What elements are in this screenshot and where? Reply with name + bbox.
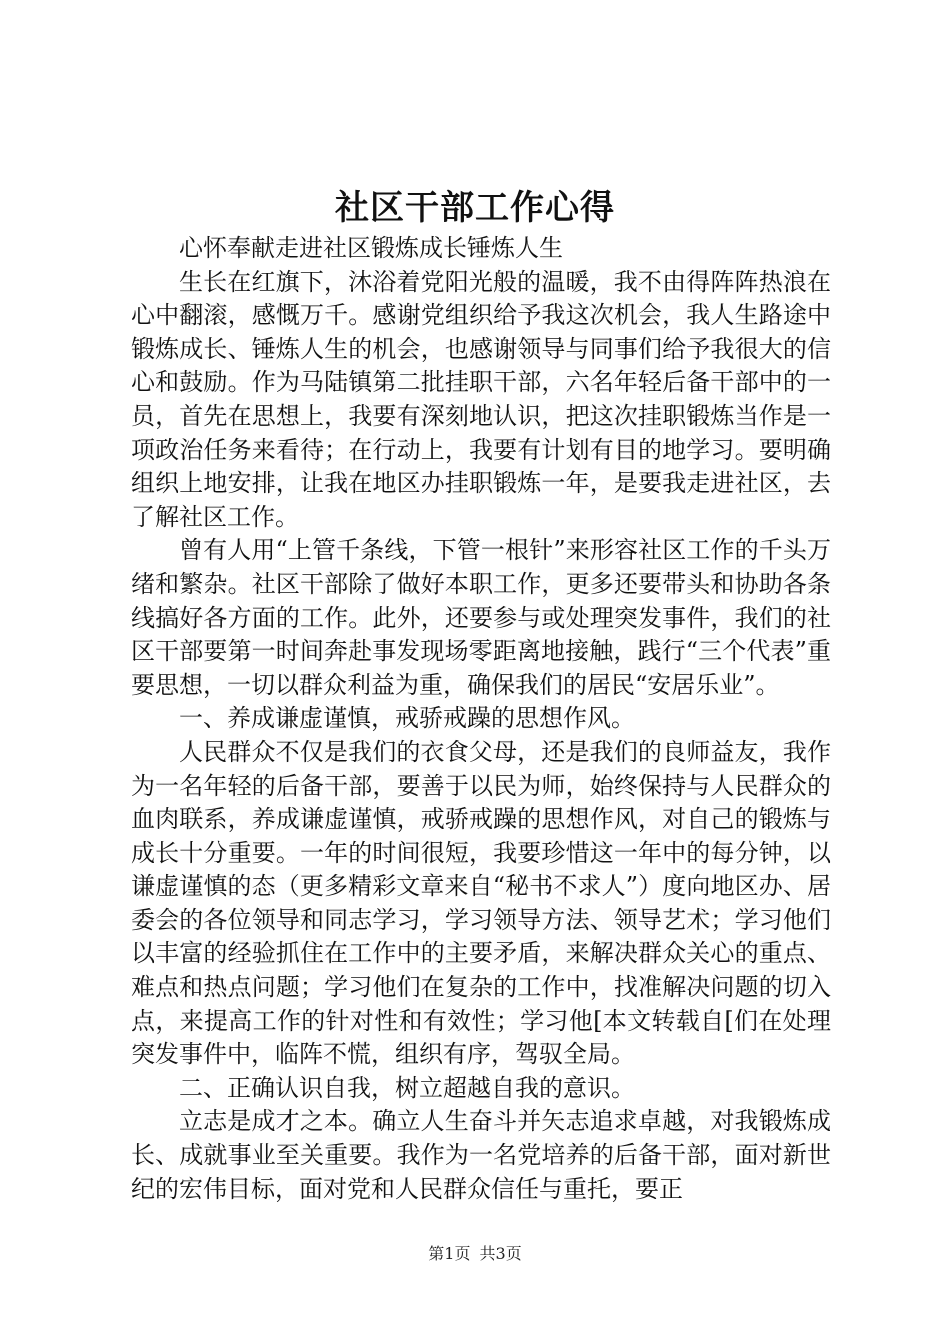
paragraph-4: 立志是成才之本。确立人生奋斗并矢志追求卓越，对我锻炼成长、成就事业至关重要。我作为一名党培养的后备干部，面对新世纪的宏伟目标，面对党和人民群众信任与重托，要正 — [131, 1107, 831, 1203]
page-total: 共3页 — [479, 1244, 522, 1263]
paragraph-2: 曾有人用“上管千条线，下管一根针”来形容社区工作的千头万绪和繁杂。社区干部除了做好本职工作，更多还要带头和协助各条线搞好各方面的工作。此外，还要参与或处理突发事件，我们的社区干部要第一时间奔赴事发现场零距离地接触，践行“三个代表”重要思想，一切以群众利益为重，确保我们的居民“安居乐业”。 — [131, 536, 831, 699]
document-body — [131, 232, 831, 1206]
document-subtitle: 心怀奉献走进社区锻炼成长锤炼人生 — [179, 234, 563, 262]
paragraph-3: 人民群众不仅是我们的衣食父母，还是我们的良师益友，我作为一名年轻的后备干部，要善于以民为师，始终保持与人民群众的血肉联系，养成谦虚谨慎，戒骄戒躁的思想作风，对自己的锻炼与成长十分重要。一年的时间很短，我要珍惜这一年中的每分钟，以谦虚谨慎的态（更多精彩文章来自“秘书不求人”）度向地区办、居委会的各位领导和同志学习，学习领导方法、领导艺术；学习他们以丰富的经验抓住在工作中的主要矛盾，来解决群众关心的重点、难点和热点问题；学习他们在复杂的工作中，找准解决问题的切入点，来提高工作的针对性和有效性；学习他[本文转载自[们在处理突发事件中，临阵不慌，组织有序，驾驭全局。 — [131, 737, 831, 1069]
section-heading-2: 二、正确认识自我，树立超越自我的意识。 — [179, 1073, 635, 1102]
page-number: 第1页 — [428, 1244, 471, 1263]
document-title: 社区干部工作心得 — [335, 188, 615, 228]
paragraph-1: 生长在红旗下，沐浴着党阳光般的温暖，我不由得阵阵热浪在心中翻滚，感慨万千。感谢党组织给予我这次机会，我人生路途中锻炼成长、锤炼人生的机会，也感谢领导与同事们给予我很大的信心和鼓励。作为马陆镇第二批挂职干部，六名年轻后备干部中的一员，首先在思想上，我要有深刻地认识，把这次挂职锻炼当作是一项政治任务来看待；在行动上，我要有计划有目的地学习。要明确组织上地安排，让我在地区办挂职锻炼一年，是要我走进社区，去了解社区工作。 — [131, 267, 831, 531]
section-heading-1: 一、养成谦虚谨慎，戒骄戒躁的思想作风。 — [179, 704, 635, 733]
page-footer — [0, 1243, 950, 1265]
